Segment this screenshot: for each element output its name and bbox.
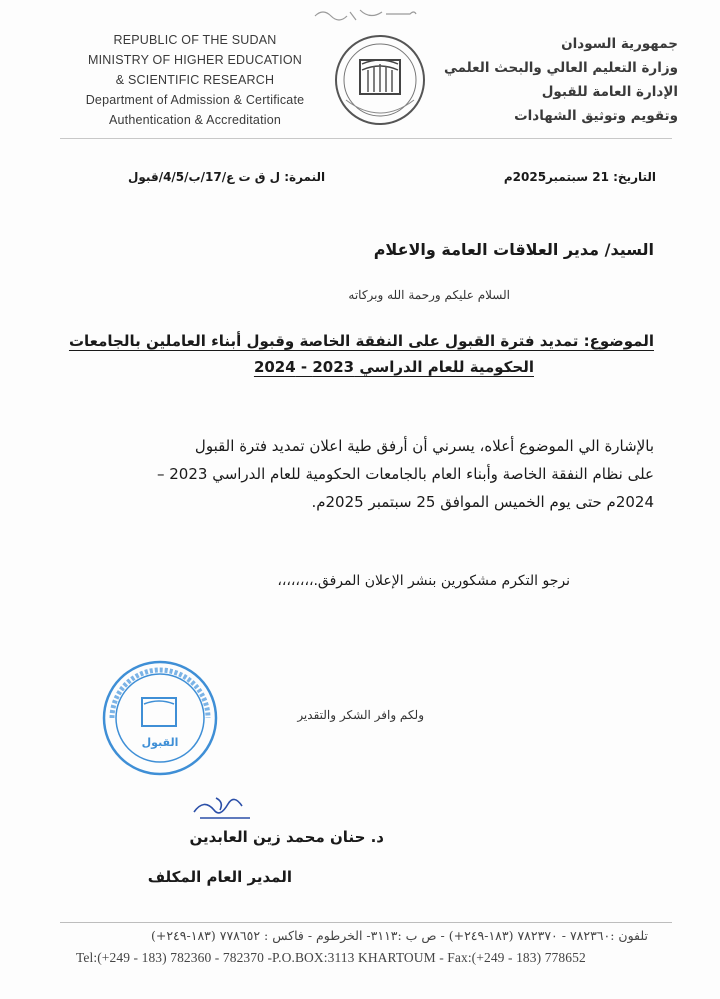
letter-date: التاريخ: 21 سبتمبر2025م (503, 170, 656, 184)
header-arabic (438, 32, 678, 128)
header-divider (60, 138, 672, 139)
header-en-line: Department of Admission & Certificate (85, 93, 305, 107)
header-english (60, 30, 330, 130)
signer-title: المدير العام المكلف (147, 868, 292, 886)
header-ar-line: الإدارة العامة للقبول (541, 84, 678, 100)
subject-line: الموضوع: تمديد فترة القبول على النفقة الخاصة وقبول أبناء العاملين بالجامعات (68, 332, 654, 350)
ministry-logo (332, 30, 428, 130)
subject-line: الحكومية للعام الدراسي 2023 - 2024 (253, 358, 534, 376)
stamp-label: القبول (141, 736, 179, 749)
header-ar-line: وزارة التعليم العالي والبحث العلمي (443, 60, 678, 76)
header-en-line: Authentication & Accreditation (108, 113, 282, 127)
addressee: السيد/ مدير العلاقات العامة والاعلام (373, 240, 654, 259)
header-en-line: MINISTRY OF HIGHER EDUCATION (88, 53, 302, 67)
closing: ولكم وافر الشكر والتقدير (297, 708, 424, 722)
signature (190, 792, 260, 824)
subject (68, 328, 654, 380)
footer-english: Tel:(+249 - 183) 782360 - 782370 -P.O.BOX:3113 KHARTOUM - Fax:(+249 - 183) 778652 (76, 950, 586, 965)
header-en-line: & SCIENTIFIC RESEARCH (115, 73, 275, 87)
body-line: 2024م حتى يوم الخميس الموافق 25 سبتمبر 2025م. (311, 493, 654, 511)
header-ar-line: وتقويم وتوثيق الشهادات (514, 108, 678, 124)
body-line: بالإشارة الي الموضوع أعلاه، يسرني أن أرفق طية اعلان تمديد فترة القبول (194, 437, 654, 455)
header-en-line: REPUBLIC OF THE SUDAN (113, 33, 277, 47)
basmala-calligraphy (310, 4, 420, 24)
signer-name: د. حنان محمد زين العابدين (189, 828, 384, 846)
official-stamp (100, 658, 220, 778)
footer-divider (60, 922, 672, 923)
request-line: نرجو التكرم مشكورين بنشر الإعلان المرفق.،،،،،،،، (277, 573, 570, 589)
letter-body (64, 432, 654, 516)
header-ar-line: جمهورية السودان (561, 36, 678, 52)
greeting: السلام عليكم ورحمة الله وبركاته (348, 288, 510, 302)
footer-arabic: تلفون :٧٨٢٣٦٠ - ٧٨٢٣٧٠ (١٨٣-٢٤٩+) - ص ب :٣١١٣- الخرطوم - فاكس : ٧٧٨٦٥٢ (١٨٣-٢٤٩+) (150, 928, 648, 943)
body-line: على نظام النفقة الخاصة وأبناء العام بالجامعات الحكومية للعام الدراسي 2023 – (156, 465, 654, 483)
reference-number: النمرة: ل ق ت ع/17/ب/4/5/قبول (128, 170, 326, 184)
